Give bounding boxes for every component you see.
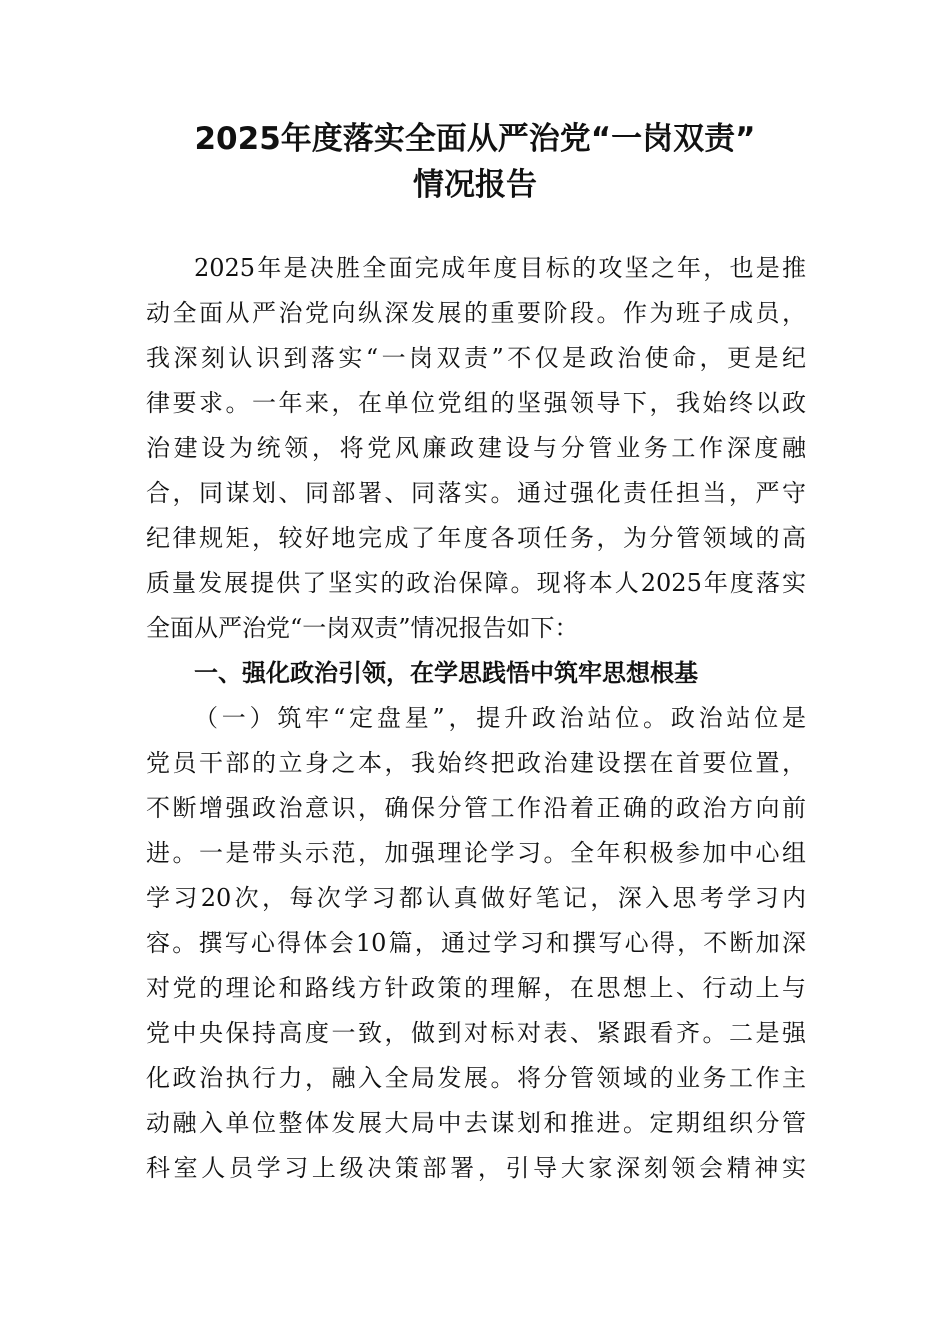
paragraph-1-line-4: 律要求。一年来，在单位党组的坚强领导下，我始终以政 [146,389,806,417]
paragraph-2-line-4: 进。一是带头示范，加强理论学习。全年积极参加中心组 [146,839,806,867]
paragraph-1-line-1: 2025年是决胜全面完成年度目标的攻坚之年，也是推 [194,254,806,282]
paragraph-1-line-2: 动全面从严治党向纵深发展的重要阶段。作为班子成员， [146,299,806,327]
paragraph-2-line-5: 学习20次，每次学习都认真做好笔记，深入思考学习内 [146,884,806,912]
paragraph-2-line-7: 对党的理论和路线方针政策的理解，在思想上、行动上与 [146,974,806,1002]
paragraph-1-line-5: 治建设为统领，将党风廉政建设与分管业务工作深度融 [146,434,806,462]
paragraph-2-line-6: 容。撰写心得体会10篇，通过学习和撰写心得，不断加深 [146,929,806,957]
paragraph-1-line-3: 我深刻认识到落实“一岗双责”不仅是政治使命，更是纪 [146,344,806,372]
paragraph-2-line-9: 化政治执行力，融入全局发展。将分管领域的业务工作主 [146,1064,806,1092]
paragraph-2-line-1: （一）筑牢“定盘星”，提升政治站位。政治站位是 [194,704,806,732]
paragraph-1-line-9: 全面从严治党“一岗双责”情况报告如下： [146,614,579,642]
paragraph-1-line-7: 纪律规矩，较好地完成了年度各项任务，为分管领域的高 [146,524,806,552]
section-heading-1: 一、强化政治引领，在学思践悟中筑牢思想根基 [194,659,698,687]
document-title-line-2: 情况报告 [413,167,537,203]
paragraph-2-line-10: 动融入单位整体发展大局中去谋划和推进。定期组织分管 [146,1109,806,1137]
paragraph-2-line-2: 党员干部的立身之本，我始终把政治建设摆在首要位置， [146,749,806,777]
paragraph-2-line-3: 不断增强政治意识，确保分管工作沿着正确的政治方向前 [146,794,806,822]
paragraph-2-line-8: 党中央保持高度一致，做到对标对表、紧跟看齐。二是强 [146,1019,806,1047]
paragraph-1-line-8: 质量发展提供了坚实的政治保障。现将本人2025年度落实 [146,569,806,597]
document-body [146,246,806,1191]
paragraph-2-line-11: 科室人员学习上级决策部署，引导大家深刻领会精神实 [146,1154,806,1182]
paragraph-1-line-6: 合，同谋划、同部署、同落实。通过强化责任担当，严守 [146,479,806,507]
document-title-line-1: 2025年度落实全面从严治党“一岗双责” [194,121,756,157]
